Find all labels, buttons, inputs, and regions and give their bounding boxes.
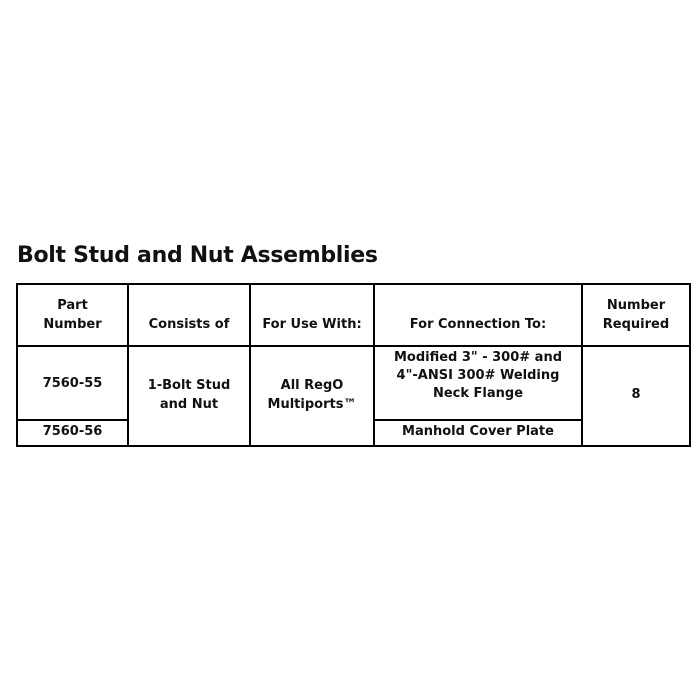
table-row (17, 346, 690, 420)
cell-part-number: 7560-56 (17, 420, 128, 446)
cell-consists-of: 1-Bolt Stud and Nut (128, 346, 250, 446)
header-consists-of: Consists of (128, 284, 250, 346)
cell-for-use-with: All RegO Multiports™ (250, 346, 374, 446)
cell-for-connection-to: Manhold Cover Plate (374, 420, 582, 446)
bolt-stud-table (16, 283, 691, 447)
table-header-row (17, 284, 690, 346)
header-for-connection-to: For Connection To: (374, 284, 582, 346)
cell-part-number: 7560-55 (17, 346, 128, 420)
header-for-use-with: For Use With: (250, 284, 374, 346)
cell-for-connection-to: Modified 3" - 300# and 4"-ANSI 300# Welding Neck Flange (374, 346, 582, 420)
header-part-number: Part Number (17, 284, 128, 346)
cell-number-required: 8 (582, 346, 690, 446)
header-number-required: Number Required (582, 284, 690, 346)
page-title: Bolt Stud and Nut Assemblies (17, 243, 378, 268)
